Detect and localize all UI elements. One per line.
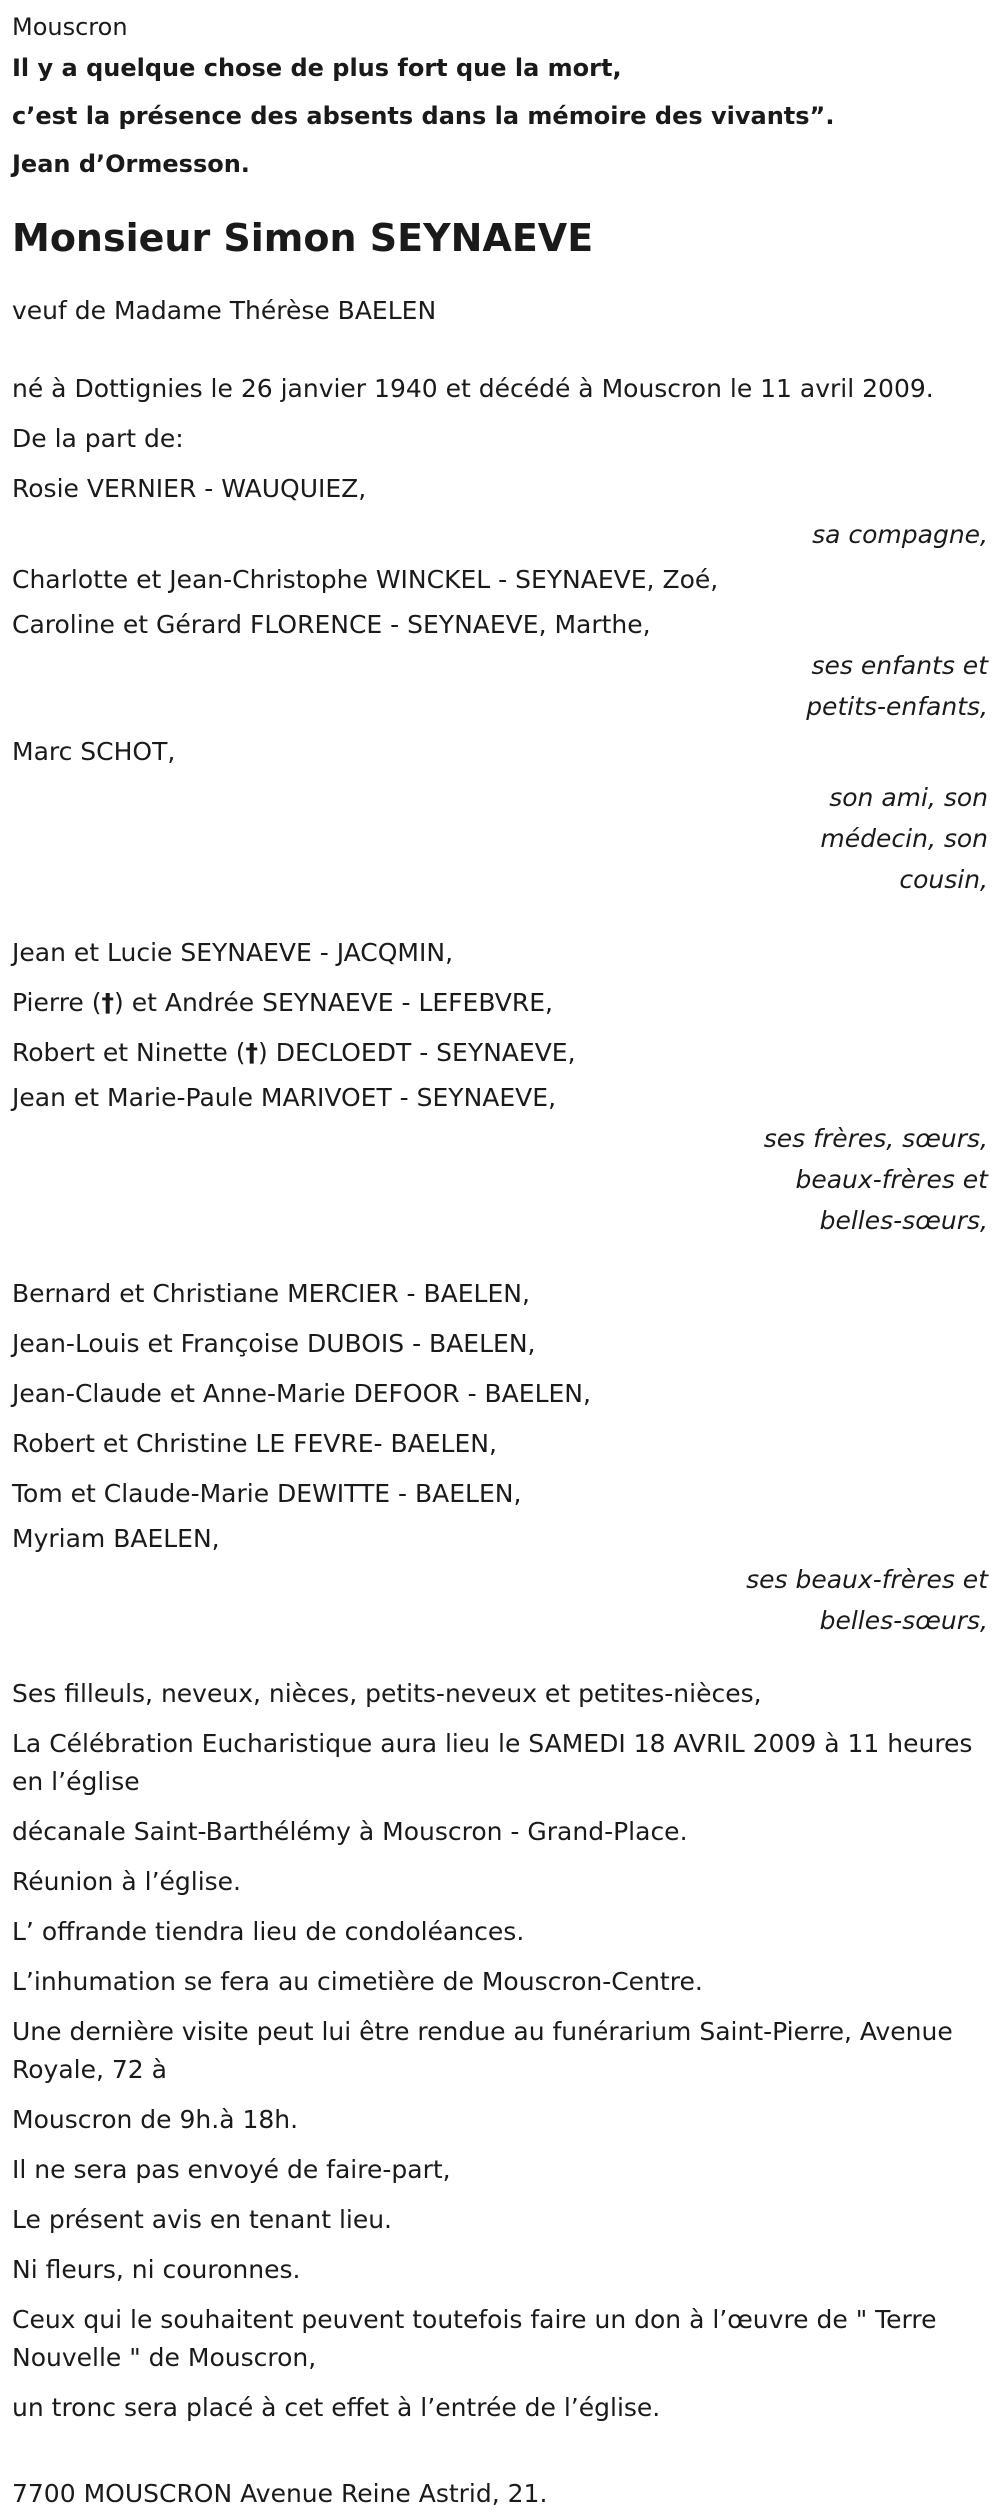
family-member: Charlotte et Jean-Christophe WINCKEL - SEYNAEVE, Zoé, bbox=[12, 565, 719, 594]
from-label: De la part de: bbox=[12, 424, 184, 453]
family-member: Caroline et Gérard FLORENCE - SEYNAEVE, Marthe, bbox=[12, 610, 651, 639]
closing-line: Ses filleuls, neveux, nièces, petits-neveux et petites-nièces, bbox=[12, 1679, 762, 1708]
family-member bbox=[12, 978, 988, 1028]
name-part: Robert et Ninette ( bbox=[12, 1038, 246, 1067]
closing-line: Une dernière visite peut lui être rendue au funérarium Saint-Pierre, Avenue Royale, 72 à bbox=[12, 2017, 953, 2084]
family-member bbox=[12, 1028, 988, 1078]
relation-label: sa compagne, bbox=[812, 520, 988, 549]
closing-line: Mouscron de 9h.à 18h. bbox=[12, 2105, 299, 2134]
family-member: Myriam BAELEN, bbox=[12, 1524, 220, 1553]
relation-label: ses beaux-frères et belles-sœurs, bbox=[746, 1565, 988, 1635]
city-header: Mouscron bbox=[12, 13, 128, 41]
closing-line: un tronc sera placé à cet effet à l’entrée de l’église. bbox=[12, 2393, 661, 2422]
relation-label: ses enfants et petits-enfants, bbox=[806, 651, 988, 721]
relation-label: son ami, son médecin, son cousin, bbox=[820, 783, 988, 894]
quote-block bbox=[12, 44, 988, 188]
family-member: Bernard et Christiane MERCIER - BAELEN, bbox=[12, 1279, 530, 1308]
family-member: Rosie VERNIER - WAUQUIEZ, bbox=[12, 474, 367, 503]
quote-author: Jean d’Ormesson. bbox=[12, 150, 250, 178]
family-member: Jean et Marie-Paule MARIVOET - SEYNAEVE, bbox=[12, 1083, 557, 1112]
family-member: Jean-Louis et Françoise DUBOIS - BAELEN, bbox=[12, 1329, 536, 1358]
closing-line: L’inhumation se fera au cimetière de Mouscron-Centre. bbox=[12, 1967, 703, 1996]
name-part: ) DECLOEDT - SEYNAEVE, bbox=[258, 1038, 576, 1067]
relation-label: ses frères, sœurs, beaux-frères et belles-sœurs, bbox=[763, 1124, 988, 1235]
closing-line: L’ offrande tiendra lieu de condoléances. bbox=[12, 1917, 525, 1946]
family-member: Marc SCHOT, bbox=[12, 737, 176, 766]
family-address: 7700 MOUSCRON Avenue Reine Astrid, 21. bbox=[12, 2479, 548, 2508]
closing-line: décanale Saint-Barthélémy à Mouscron - Grand-Place. bbox=[12, 1817, 688, 1846]
closing-line: Le présent avis en tenant lieu. bbox=[12, 2205, 393, 2234]
closing-line: Il ne sera pas envoyé de faire-part, bbox=[12, 2155, 451, 2184]
family-member: Robert et Christine LE FEVRE- BAELEN, bbox=[12, 1429, 497, 1458]
spouse-line: veuf de Madame Thérèse BAELEN bbox=[12, 296, 437, 325]
quote-line-1: Il y a quelque chose de plus fort que la mort, bbox=[12, 54, 622, 82]
name-part: ) et Andrée SEYNAEVE - LEFEBVRE, bbox=[114, 988, 553, 1017]
closing-line: Ceux qui le souhaitent peuvent toutefois faire un don à l’œuvre de " Terre Nouvelle " de Mouscron, bbox=[12, 2305, 937, 2372]
closing-line: Ni fleurs, ni couronnes. bbox=[12, 2255, 301, 2284]
name-part: Pierre ( bbox=[12, 988, 102, 1017]
closing-line: La Célébration Eucharistique aura lieu le SAMEDI 18 AVRIL 2009 à 11 heures en l’église bbox=[12, 1729, 973, 1796]
quote-line-2: c’est la présence des absents dans la mémoire des vivants”. bbox=[12, 102, 835, 130]
family-member: Jean-Claude et Anne-Marie DEFOOR - BAELEN, bbox=[12, 1379, 591, 1408]
cross-icon: † bbox=[101, 988, 115, 1017]
birth-death-line: né à Dottignies le 26 janvier 1940 et décédé à Mouscron le 11 avril 2009. bbox=[12, 374, 934, 403]
deceased-name: Monsieur Simon SEYNAEVE bbox=[12, 216, 594, 260]
closing-line: Réunion à l’église. bbox=[12, 1867, 242, 1896]
cross-icon: † bbox=[245, 1038, 259, 1067]
family-member: Tom et Claude-Marie DEWITTE - BAELEN, bbox=[12, 1479, 522, 1508]
family-member: Jean et Lucie SEYNAEVE - JACQMIN, bbox=[12, 938, 454, 967]
